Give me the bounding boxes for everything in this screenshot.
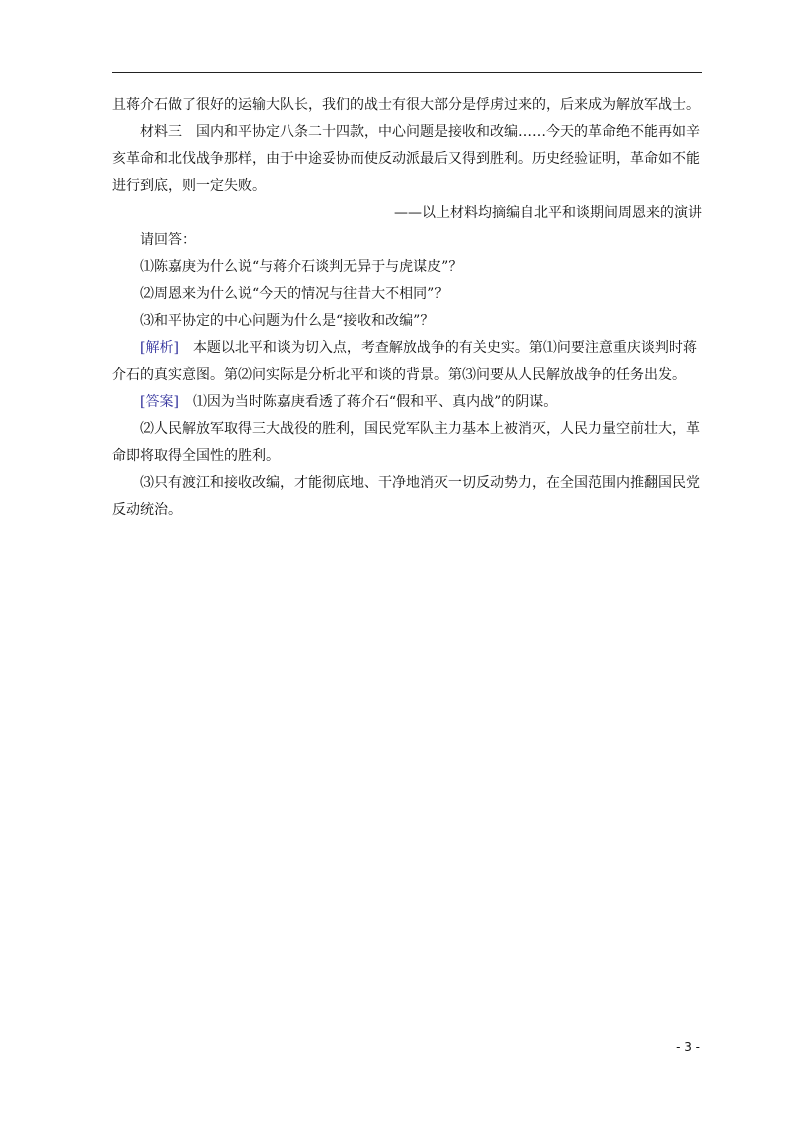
question-prompt: 请回答： xyxy=(140,232,196,248)
question-3: ⑶和平协定的中心问题为什么是“接收和改编”？ xyxy=(140,313,435,329)
answer-1 xyxy=(112,389,702,416)
question-2: ⑵周恩来为什么说“今天的情况与往昔大不相同”？ xyxy=(140,286,449,302)
material-three xyxy=(112,119,702,200)
document-body xyxy=(112,92,702,524)
answer-3: ⑶只有渡江和接收改编，才能彻底地、干净地消灭一切反动势力，在全国范围内推翻国民党反动统治。 xyxy=(112,475,700,518)
answer-1-text: ⑴因为当时陈嘉庚看透了蒋介石“假和平、真内战”的阴谋。 xyxy=(192,394,558,410)
page-number: - 3 - xyxy=(676,1040,700,1054)
material-source: ——以上材料均摘编自北平和谈期间周恩来的演讲 xyxy=(394,205,702,221)
paragraph-continuation: 且蒋介石做了很好的运输大队长，我们的战士有很大部分是俘虏过来的，后来成为解放军战士。 xyxy=(112,97,700,113)
question-1: ⑴陈嘉庚为什么说“与蒋介石谈判无异于与虎谋皮”？ xyxy=(140,259,463,275)
analysis xyxy=(112,335,702,389)
analysis-text: 本题以北平和谈为切入点，考查解放战争的有关史实。第⑴问要注意重庆谈判时蒋介石的真实意图。第⑵问实际是分析北平和谈的背景。第⑶问要从人民解放战争的任务出发。 xyxy=(112,340,697,383)
material-three-text: 国内和平协定八条二十四款，中心问题是接收和改编……今天的革命绝不能再如辛亥革命和北伐战争那样，由于中途妥协而使反动派最后又得到胜利。历史经验证明，革命如不能进行到底，则一定失败。 xyxy=(112,124,700,194)
material-three-label: 材料三 xyxy=(140,124,182,140)
analysis-tag: [解析] xyxy=(140,340,179,356)
answer-tag: [答案] xyxy=(140,394,179,410)
answer-2: ⑵人民解放军取得三大战役的胜利，国民党军队主力基本上被消灭，人民力量空前壮大，革命即将取得全国性的胜利。 xyxy=(112,421,700,464)
header-rule xyxy=(112,72,702,73)
